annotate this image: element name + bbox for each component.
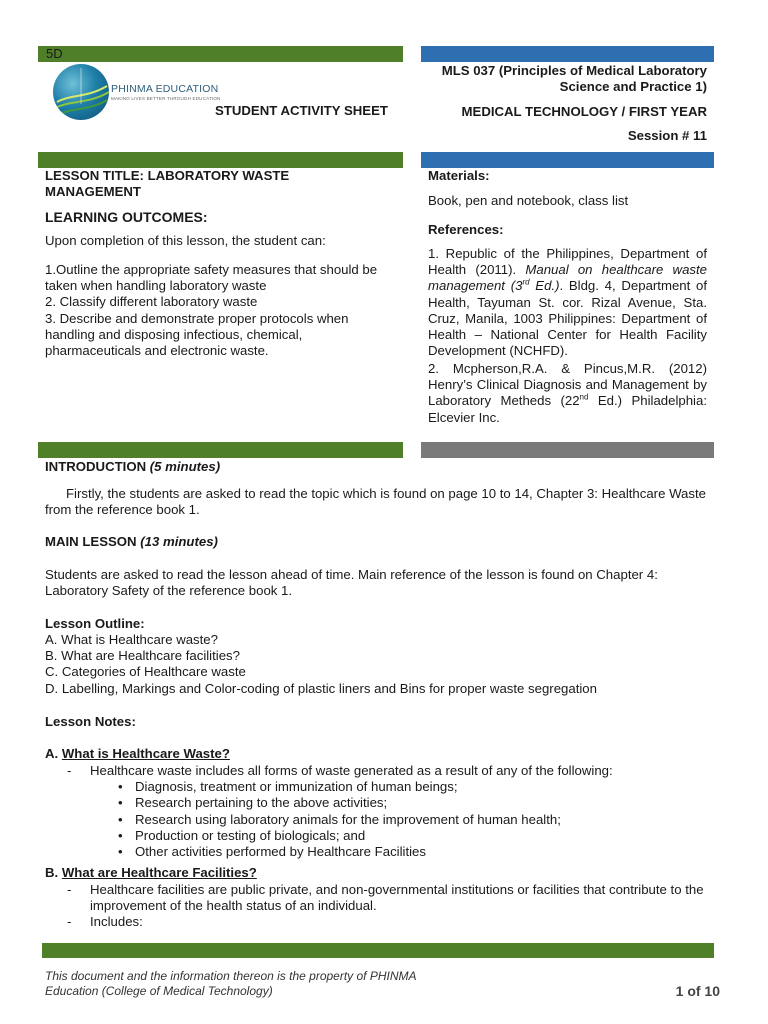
list-item-text: Production or testing of biologicals; and <box>135 827 366 843</box>
header-bar-left <box>38 46 403 62</box>
footer-line-2: Education (College of Medical Technology) <box>45 983 273 998</box>
outcome-item: 2. Classify different laboratory waste <box>45 294 258 310</box>
course-title <box>420 63 707 95</box>
main-heading-time: (13 minutes) <box>140 534 218 549</box>
bullet-icon: • <box>118 795 123 811</box>
outline-item: C. Categories of Healthcare waste <box>45 664 246 680</box>
list-item <box>45 795 725 811</box>
lesson-title-line-2: MANAGEMENT <box>45 184 141 200</box>
section-bar-right-2 <box>421 442 714 458</box>
outcomes-intro: Upon completion of this lesson, the student can: <box>45 233 326 248</box>
intro-heading-time: (5 minutes) <box>149 459 221 474</box>
outline-item: D. Labelling, Markings and Color-coding of plastic liners and Bins for proper waste segregation <box>45 680 597 696</box>
intro-heading-text: INTRODUCTION <box>45 459 150 474</box>
intro-text: Firstly, the students are asked to read the topic which is found on page 10 to 14, Chapter 3: Healthcare Waste from the reference book 1. <box>45 486 706 518</box>
notes-heading: Lesson Notes: <box>45 714 136 729</box>
section-a-prefix: A. <box>45 746 62 761</box>
list-item <box>45 812 725 828</box>
list-item <box>45 844 725 860</box>
section-b-heading <box>45 865 257 881</box>
bullet-icon: • <box>118 779 123 795</box>
bullet-icon: • <box>118 827 123 843</box>
ref1-text: 1. Republic of the Philippines, Department of Health (2011). <box>428 246 707 278</box>
logo-text: PHINMA EDUCATION <box>111 83 219 95</box>
outline-item: A. What is Healthcare waste? <box>45 632 218 647</box>
ref1-sup: rd <box>522 278 530 288</box>
section-a-heading <box>45 746 230 762</box>
materials-text: Book, pen and notebook, class list <box>428 193 629 208</box>
section-bar-left <box>38 152 403 168</box>
lesson-title-line-1: LESSON TITLE: LABORATORY WASTE <box>45 168 290 183</box>
dash-marker: - <box>67 882 72 897</box>
outcome-item: 1.Outline the appropriate safety measures that should be taken when handling laboratory waste <box>45 262 378 294</box>
dash-marker: - <box>67 763 72 778</box>
list-item <box>45 779 725 795</box>
footer-bar <box>42 943 714 958</box>
logo-globe-icon <box>53 64 109 120</box>
ref1-title: Manual on healthcare waste management (3 <box>428 262 707 294</box>
section-code: 5D <box>46 46 63 61</box>
section-b-prefix: B. <box>45 865 62 880</box>
page-number: 1 of 10 <box>675 983 720 999</box>
ref2-text: 2. Mcpherson,R.A. & Pincus,M.R. (2012) Henry’s Clinical Diagnosis and Management by Laboratory Metheds (22 <box>428 361 707 409</box>
footer-line-1: This document and the information thereon is the property of PHINMA <box>45 969 417 983</box>
bullet-icon: • <box>118 844 123 860</box>
ref2-sup: nd <box>579 393 589 403</box>
program-label: MEDICAL TECHNOLOGY / FIRST YEAR <box>461 104 707 119</box>
reference-2 <box>428 361 707 426</box>
outcomes-list <box>45 262 400 359</box>
list-item-text: Research pertaining to the above activities; <box>135 795 388 811</box>
phinma-logo <box>53 64 221 126</box>
list-item-text: Diagnosis, treatment or immunization of human beings; <box>135 779 458 795</box>
outline-item: B. What are Healthcare facilities? <box>45 648 240 664</box>
section-a-title: What is Healthcare Waste? <box>61 746 230 761</box>
logo-tagline: MAKING LIVES BETTER THROUGH EDUCATION <box>111 96 221 101</box>
reference-1 <box>428 246 707 359</box>
outcomes-heading: LEARNING OUTCOMES: <box>45 209 208 225</box>
main-text: Students are asked to read the lesson ahead of time. Main reference of the lesson is found on Chapter 4: Laboratory Safety of the reference book 1. <box>45 567 658 599</box>
section-b-text: Healthcare facilities are public private, and non-governmental institutions or facilities that contribute to the improvement of the health status of an individual. <box>90 882 704 914</box>
section-a-body <box>45 763 725 860</box>
references-heading: References: <box>428 222 504 237</box>
intro-heading <box>45 459 220 475</box>
main-heading-text: MAIN LESSON <box>45 534 141 549</box>
list-item-text: Research using laboratory animals for the improvement of human health; <box>135 811 561 827</box>
lesson-title <box>45 168 395 200</box>
bullet-icon: • <box>118 811 123 827</box>
ref2-publisher: Ed.) Philadelphia: Elcevier Inc. <box>428 393 707 425</box>
course-line-1: MLS 037 (Principles of Medical Laboratory <box>441 63 707 78</box>
session-label: Session # 11 <box>627 128 707 143</box>
outline-heading: Lesson Outline: <box>45 616 145 631</box>
list-item <box>45 828 725 844</box>
footer-notice <box>45 969 485 998</box>
course-line-2: Science and Practice 1) <box>559 79 707 95</box>
section-a-text: Healthcare waste includes all forms of waste generated as a result of any of the following: <box>90 763 613 778</box>
section-bar-right <box>421 152 714 168</box>
section-b-dash-item <box>45 882 715 914</box>
section-b-body <box>45 882 715 931</box>
section-b-includes-text: Includes: <box>90 914 143 930</box>
section-bar-left-2 <box>38 442 403 458</box>
list-item-text: Other activities performed by Healthcare Facilities <box>135 844 426 860</box>
materials-heading: Materials: <box>428 168 490 183</box>
outcome-item: 3. Describe and demonstrate proper protocols when handling and disposing infectious, chemical, pharmaceuticals and electronic waste. <box>45 310 349 359</box>
section-a-dash-item <box>45 763 725 779</box>
header-bar-right <box>421 46 714 62</box>
section-b-includes <box>45 914 715 930</box>
outline-list <box>45 632 725 697</box>
section-b-title: What are Healthcare Facilities? <box>61 865 257 880</box>
main-heading <box>45 534 218 550</box>
sheet-title: STUDENT ACTIVITY SHEET <box>215 103 388 118</box>
ref1-edition: Ed.) <box>529 278 560 294</box>
dash-marker: - <box>67 914 72 930</box>
ref1-publisher: . Bldg. 4, Department of Health, Tayuman St. cor. Rizal Avenue, Sta. Cruz, Manila, 1003 Philippines: Department of Health – National Center for Health Facility Development (NCHFD). <box>428 278 707 359</box>
